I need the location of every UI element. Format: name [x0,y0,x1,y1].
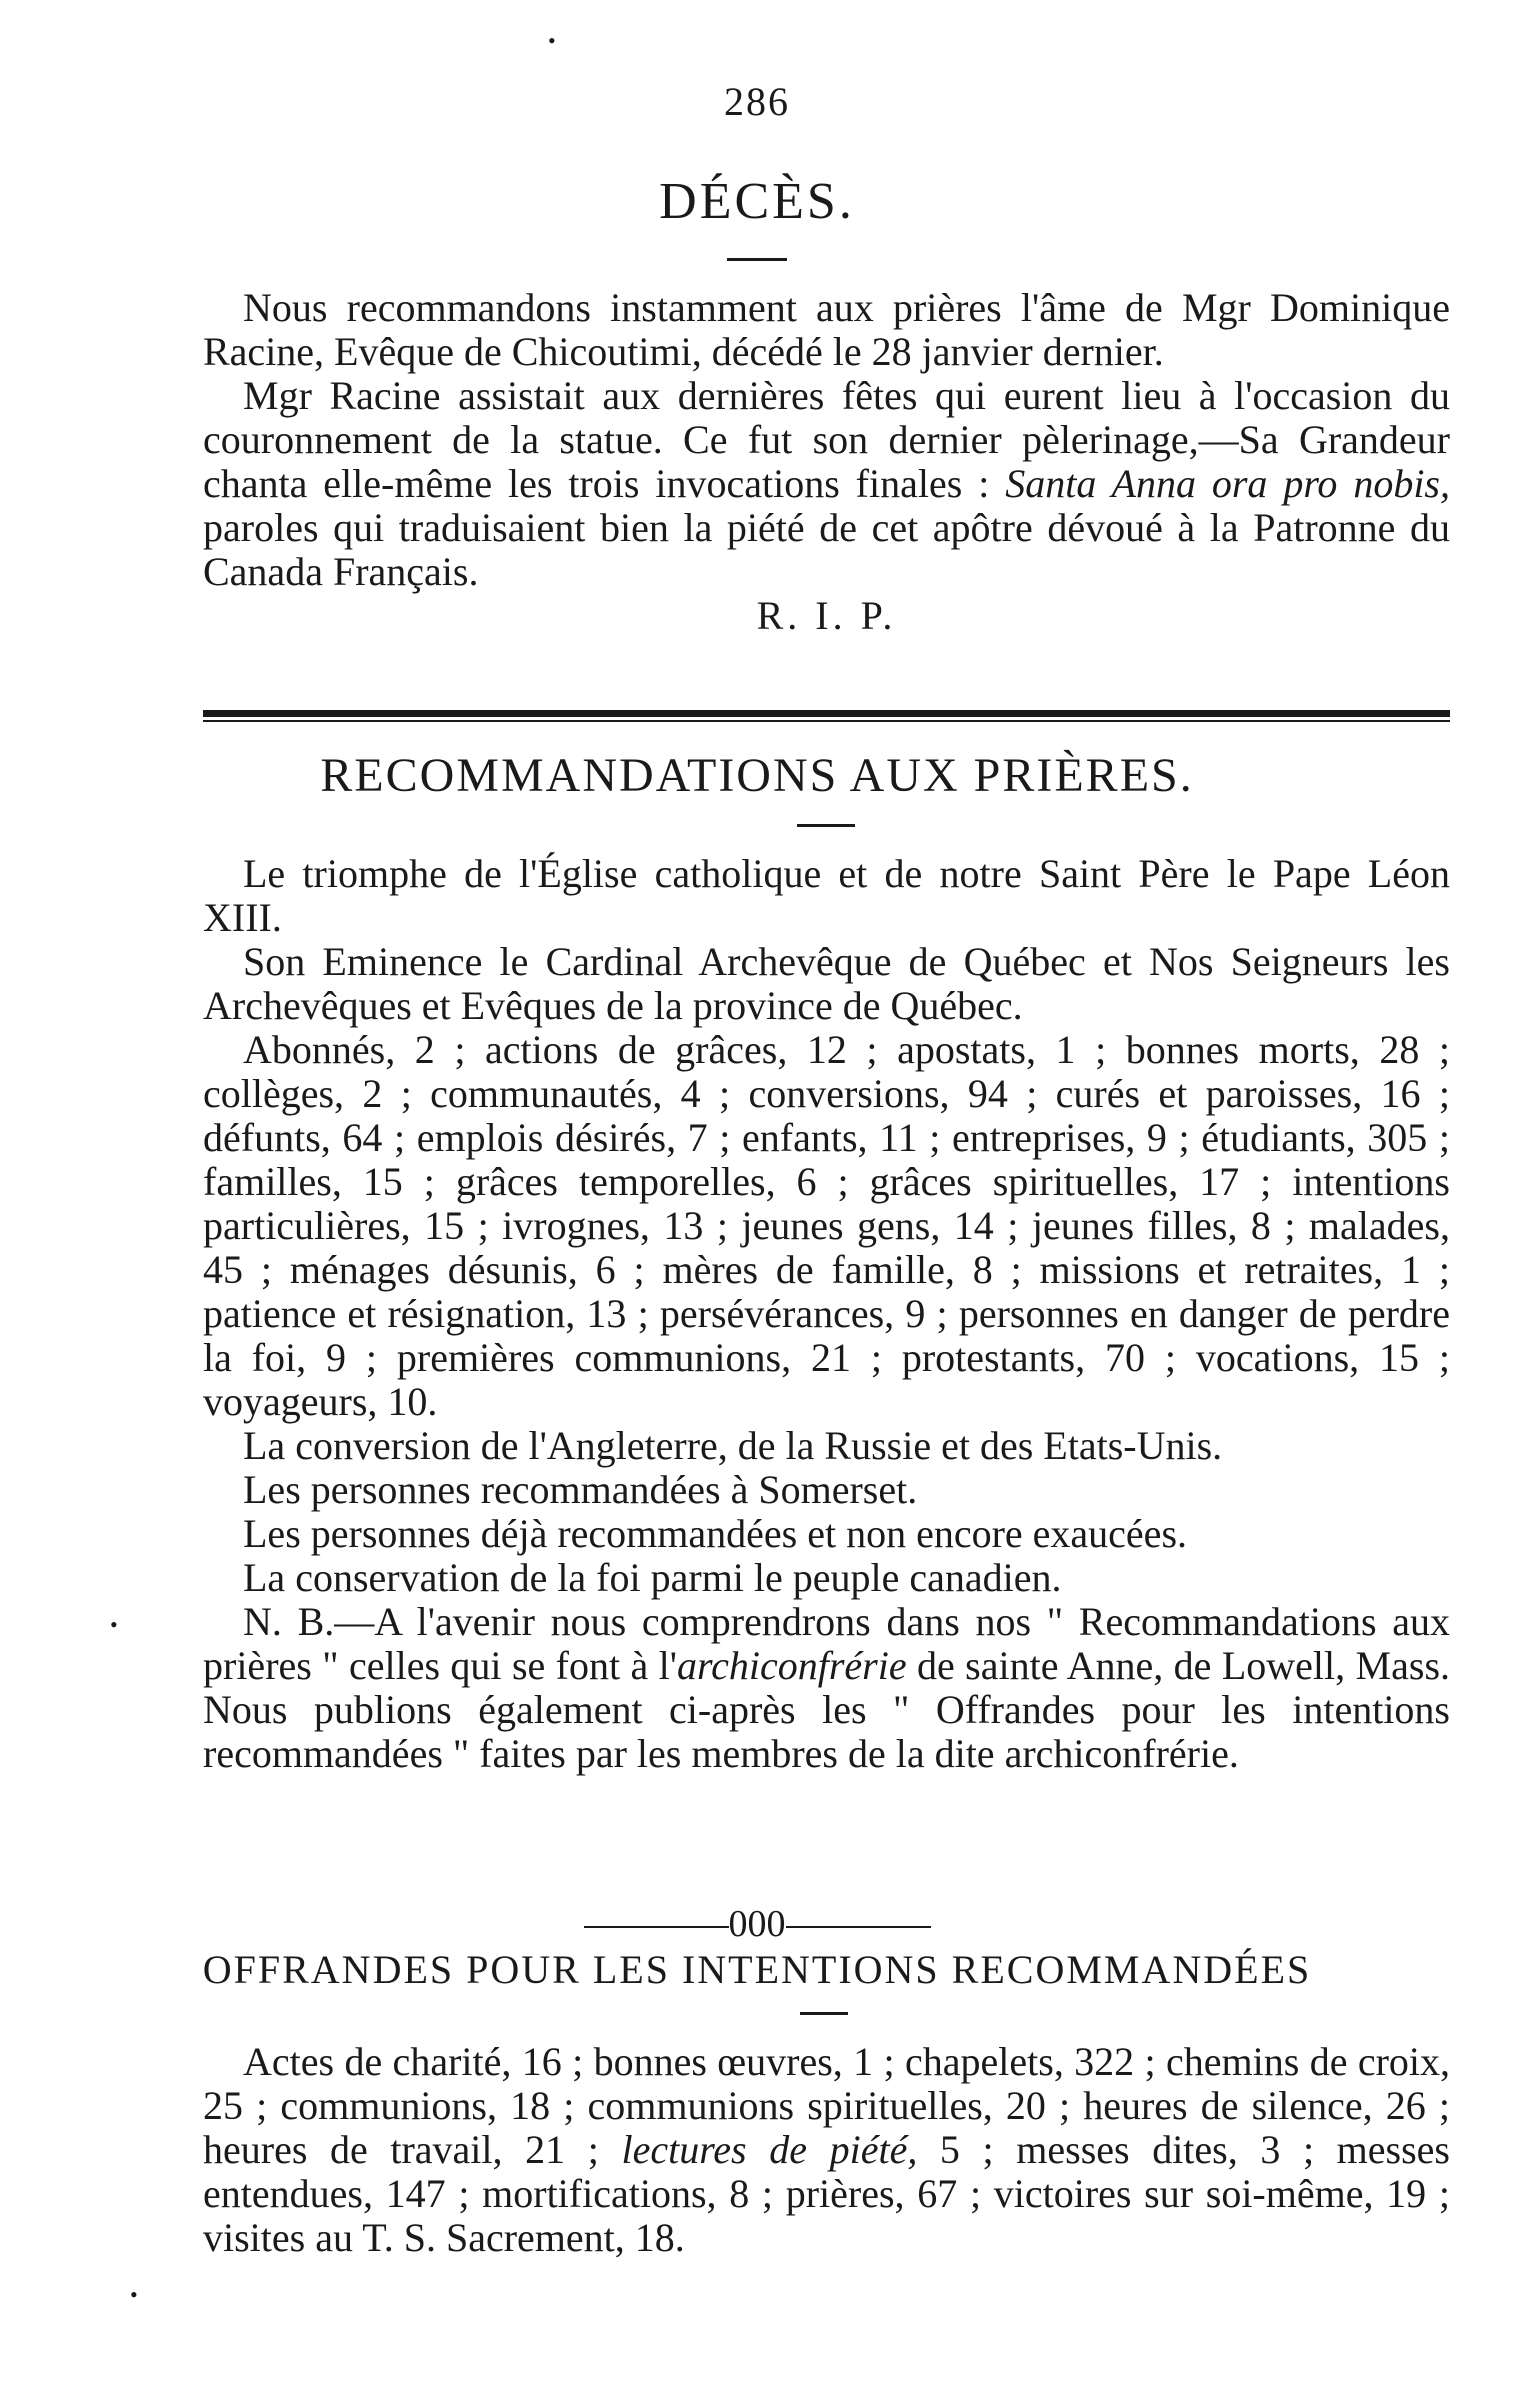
heading-dash [727,258,787,261]
reco-paragraph-7: La conservation de la foi parmi le peuple canadien. [243,1555,1062,1600]
reco-paragraph-8-italic: archiconfrérie [677,1643,907,1688]
section-rule-thick [203,710,1450,717]
reco-paragraph-6: Les personnes déjà recommandées et non encore exaucées. [243,1511,1188,1556]
offrandes-paragraph [203,2040,1450,2260]
deces-paragraph-2-text-a: Mgr Racine assistait aux dernières fêtes qui eurent lieu à l'occasion du couronnement de la statue. Ce fut son dernier pèlerinage,—Sa Grandeur chanta elle-même les trois invocations finales : [203,373,1450,506]
offrandes-text-b: 5 ; messes dites, 3 ; messes entendues, 147 ; mortifications, 8 ; prières, 67 ; victoires sur soi-même, 19 ; visites au T. S. Sacrement, 18. [203,2127,1451,2260]
reco-paragraph-3: Abonnés, 2 ; actions de grâces, 12 ; apostats, 1 ; bonnes morts, 28 ; collèges, 2 ; communautés, 4 ; conversions, 94 ; curés et paroisses, 16 ; défunts, 64 ; emplois désirés, 7 ; enfants, 11 ; entreprises, 9 ; étudiants, 305 ; familles, 15 ; grâces temporelles, 6 ; grâces spirituelles, 17 ; intentions particulières, 15 ; ivrognes, 13 ; jeunes gens, 14 ; jeunes filles, 8 ; malades, 45 ; ménages désunis, 6 ; mères de famille, 8 ; missions et retraites, 1 ; patience et résignation, 13 ; persévérances, 9 ; personnes en danger de perdre la foi, 9 ; premières communions, 21 ; protestants, 70 ; vocations, 15 ; voyageurs, 10. [203,1027,1450,1424]
separator-line-right [786,1926,931,1928]
page-number: 286 [724,79,790,124]
offrandes-heading: OFFRANDES POUR LES INTENTIONS RECOMMANDÉES [202,1947,1312,1992]
margin-dot: • [110,1612,118,1637]
heading-dash [797,824,855,827]
deces-heading: DÉCÈS. [659,173,855,230]
reco-paragraph-8-text-a: N. B.—A l'avenir nous comprendrons dans nos " Recommandations aux prières " celles qui se font à l' [203,1599,1450,1688]
margin-dot: • [130,2282,138,2307]
offrandes-section [203,2040,1450,2260]
deces-paragraph-1: Nous recommandons instamment aux prières l'âme de Mgr Dominique Racine, Evêque de Chicoutimi, décédé le 28 janvier dernier. [203,285,1450,374]
deces-paragraph-2 [203,374,1450,594]
recommandations-heading: RECOMMANDATIONS AUX PRIÈRES. [320,749,1194,802]
reco-paragraph-2: Son Eminence le Cardinal Archevêque de Québec et Nos Seigneurs les Archevêques et Evêques de la province de Québec. [203,939,1450,1028]
recommandations-section [203,852,1450,1776]
deces-section [203,286,1450,638]
offrandes-italic: lectures de piété, [621,2127,918,2172]
deces-paragraph-2-text-b: paroles qui traduisaient bien la piété de cet apôtre dévoué à la Patronne du Canada Français. [203,505,1450,594]
deces-paragraph-2-italic: Santa Anna ora pro nobis, [1005,461,1451,506]
separator-line-left [584,1926,729,1928]
reco-paragraph-1: Le triomphe de l'Église catholique et de notre Saint Père le Pape Léon XIII. [203,851,1450,940]
reco-paragraph-8-text-b: de sainte Anne, de Lowell, Mass. Nous publions également ci-après les " Offrandes pour les intentions recommandées " faites par les membres de la dite archiconfrérie. [203,1643,1451,1776]
reco-paragraph-5: Les personnes recommandées à Somerset. [243,1467,918,1512]
separator-text: 000 [728,1903,786,1945]
reco-paragraph-4: La conversion de l'Angleterre, de la Russie et des Etats-Unis. [243,1423,1223,1468]
section-rule-thin [203,720,1450,722]
heading-dash [800,2012,848,2015]
offrandes-text-a: Actes de charité, 16 ; bonnes œuvres, 1 ; chapelets, 322 ; chemins de croix, 25 ; communions, 18 ; communions spirituelles, 20 ; heures de silence, 26 ; heures de travail, 21 ; [203,2039,1450,2172]
reco-paragraph-8 [203,1600,1450,1776]
margin-dot: • [548,28,556,53]
section-separator [0,1902,1514,1946]
rip-line: R. I. P. [756,593,897,638]
